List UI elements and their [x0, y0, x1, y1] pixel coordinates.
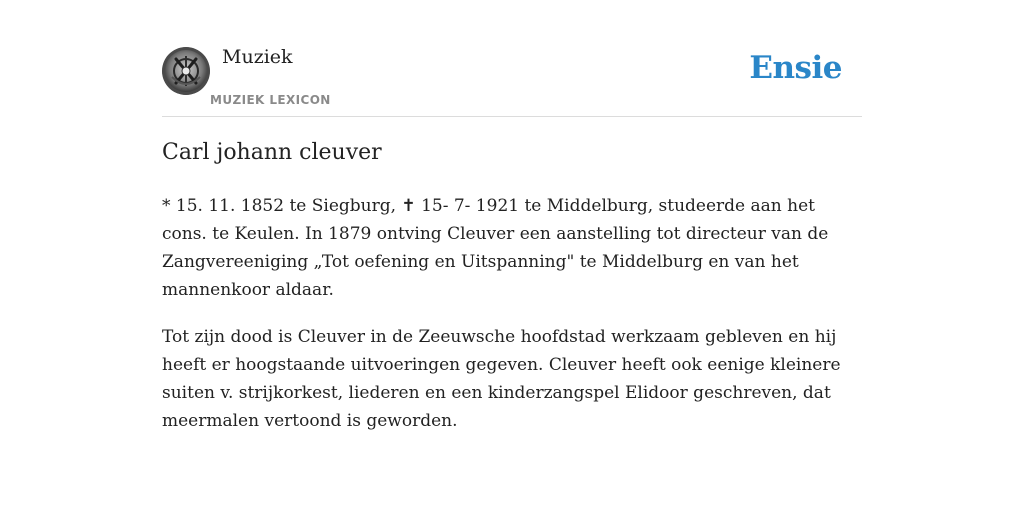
category-title-link[interactable]: Muziek [222, 46, 293, 68]
page [162, 0, 862, 512]
brand-logo[interactable]: Ensie [749, 50, 842, 86]
article-paragraph: Tot zijn dood is Cleuver in de Zeeuwsche hoofdstad werkzaam gebleven en hij heeft er hoogstaande uitvoeringen gegeven. Cleuver heeft ook eenige kleinere suiten v. strijkorkest, liederen en een kinderzangspel Elidoor geschreven, dat meermalen vertoond is geworden. [162, 327, 841, 431]
category-subtitle: MUZIEK LEXICON [210, 93, 331, 107]
article-title: Carl johann cleuver [162, 140, 382, 165]
header [162, 0, 862, 117]
article-paragraph: * 15. 11. 1852 te Siegburg, ✝ 15- 7- 1921 te Middelburg, studeerde aan het cons. te Keulen. In 1879 ontving Cleuver een aanstelling tot directeur van de Zangvereeniging „Tot oefening en Uitspanning" te Middelburg en van het mannenkoor aldaar. [162, 196, 829, 300]
music-emblem-icon[interactable] [162, 47, 210, 95]
article-body [162, 192, 862, 454]
